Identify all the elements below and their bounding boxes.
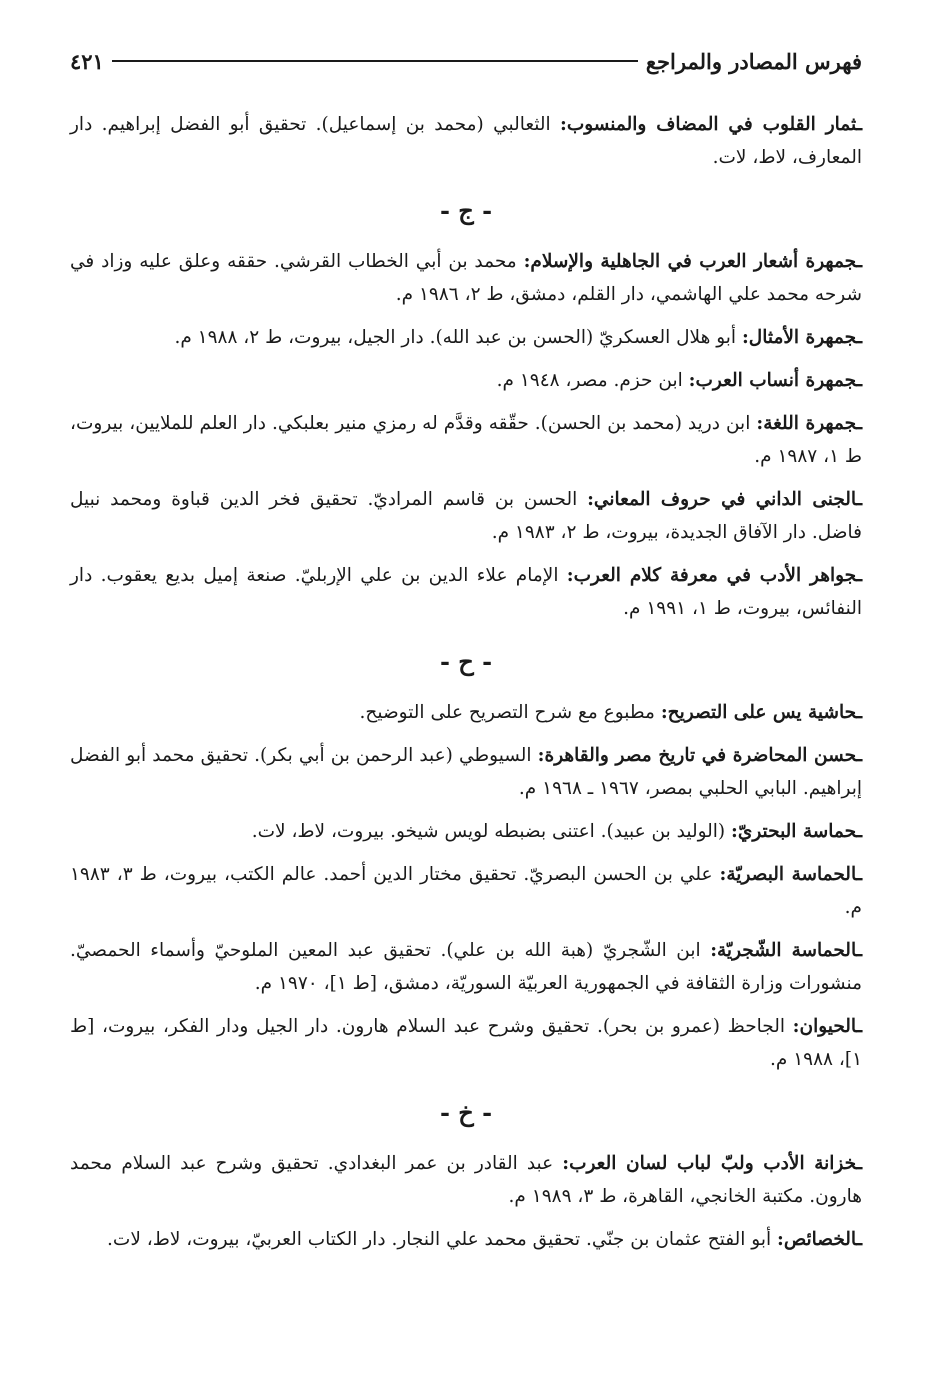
entry-details: ابن حزم. مصر، ١٩٤٨ م. <box>496 370 683 391</box>
entry-bullet-dash: ـ <box>856 1016 862 1037</box>
entry-title: الحماسة البصريّة: <box>719 864 857 885</box>
entry-title: حماسة البحتريّ: <box>731 821 857 842</box>
bibliography-entry <box>70 1223 862 1256</box>
entry-bullet-dash: ـ <box>856 864 863 885</box>
entry-bullet-dash: ـ <box>856 251 862 272</box>
entry-bullet-dash: ـ <box>856 702 862 723</box>
entry-title: حاشية يس على التصريح: <box>660 702 857 723</box>
entry-title: جمهرة اللغة: <box>756 413 857 434</box>
entry-details: الثعالبي (محمد بن إسماعيل). تحقيق أبو الفضل إبراهيم. دار المعارف، لاط، لات. <box>70 114 862 168</box>
entry-bullet-dash: ـ <box>856 1153 862 1174</box>
bibliography-section <box>70 647 862 1076</box>
entry-details: الجاحظ (عمرو بن بحر). تحقيق وشرح عبد السلام هارون. دار الجيل ودار الفكر، بيروت، [ط ١]، ١٩٨٨ م. <box>70 1016 862 1070</box>
entry-details: مطبوع مع شرح التصريح على التوضيح. <box>359 702 655 723</box>
entry-title: ثمار القلوب في المضاف والمنسوب: <box>560 114 857 135</box>
bibliography-content <box>70 108 862 1256</box>
entry-details: السيوطي (عبد الرحمن بن أبي بكر). تحقيق محمد أبو الفضل إبراهيم. البابي الحلبي بمصر، ١٩٦٧ ـ ١٩٦٨ م. <box>70 745 862 799</box>
entry-bullet-dash: ـ <box>856 565 863 586</box>
entry-title: جواهر الأدب في معرفة كلام العرب: <box>566 565 857 586</box>
entry-bullet-dash: ـ <box>856 489 862 510</box>
bibliography-entry <box>70 483 862 549</box>
entry-title: حسن المحاضرة في تاريخ مصر والقاهرة: <box>537 745 857 766</box>
entry-bullet-dash: ـ <box>856 370 862 391</box>
running-title: فهرس المصادر والمراجع <box>645 48 862 74</box>
entry-title: خزانة الأدب ولبّ لباب لسان العرب: <box>562 1153 857 1174</box>
entry-details: أبو هلال العسكريّ (الحسن بن عبد الله). دار الجيل، بيروت، ط ٢، ١٩٨٨ م. <box>174 327 737 348</box>
bibliography-entry <box>70 696 862 729</box>
bibliography-section <box>70 196 862 625</box>
bibliography-entry <box>70 858 862 924</box>
section-letter-heading: - ح - <box>439 647 493 676</box>
header-rule <box>112 60 638 62</box>
entry-bullet-dash: ـ <box>856 1229 862 1250</box>
bibliography-entry <box>70 108 862 174</box>
entry-details: ابن الشّجريّ (هبة الله بن علي). تحقيق عبد المعين الملوحيّ وأسماء الحمصيّ. منشورات وزارة الثقافة في الجمهورية العربيّة السوريّة، دمشق، [ط ١]، ١٩٧٠ م. <box>70 940 862 994</box>
entry-title: الخصائص: <box>777 1229 857 1250</box>
page-number: ٤٢١ <box>70 48 104 74</box>
entry-details: (الوليد بن عبيد). اعتنى بضبطه لويس شيخو. بيروت، لاط، لات. <box>251 821 726 842</box>
entry-bullet-dash: ـ <box>856 327 862 348</box>
section-letter-heading: - ج - <box>439 196 493 225</box>
bibliography-entry <box>70 407 862 473</box>
bibliography-entry <box>70 245 862 311</box>
entry-title: جمهرة الأمثال: <box>741 327 857 348</box>
entry-details: أبو الفتح عثمان بن جنّي. تحقيق محمد علي النجار. دار الكتاب العربيّ، بيروت، لاط، لات. <box>107 1229 772 1250</box>
entry-title: الحماسة الشّجريّة: <box>710 940 857 961</box>
bibliography-entry <box>70 321 862 354</box>
entry-details: الحسن بن قاسم المراديّ. تحقيق فخر الدين قباوة ومحمد نبيل فاضل. دار الآفاق الجديدة، بيروت، ط ٢، ١٩٨٣ م. <box>70 489 862 543</box>
bibliography-section <box>70 1098 862 1256</box>
page-header <box>70 40 862 82</box>
entry-details: ابن دريد (محمد بن الحسن). حقّقه وقدَّم له رمزي منير بعلبكي. دار العلم للملايين، بيروت، ط ١، ١٩٨٧ م. <box>70 413 862 467</box>
bibliography-entry <box>70 1010 862 1076</box>
entry-bullet-dash: ـ <box>856 114 862 135</box>
entry-details: علي بن الحسن البصريّ. تحقيق مختار الدين أحمد. عالم الكتب، بيروت، ط ٣، ١٩٨٣ م. <box>70 864 862 918</box>
entry-bullet-dash: ـ <box>856 745 862 766</box>
bibliography-entry <box>70 815 862 848</box>
entry-bullet-dash: ـ <box>856 413 862 434</box>
entry-title: جمهرة أنساب العرب: <box>688 370 857 391</box>
bibliography-entry <box>70 364 862 397</box>
entry-details: عبد القادر بن عمر البغدادي. تحقيق وشرح عبد السلام محمد هارون. مكتبة الخانجي، القاهرة، ط ٣، ١٩٨٩ م. <box>70 1153 862 1207</box>
book-page <box>70 40 862 1266</box>
entry-bullet-dash: ـ <box>856 940 863 961</box>
bibliography-section <box>70 108 862 174</box>
entry-title: جمهرة أشعار العرب في الجاهلية والإسلام: <box>523 251 857 272</box>
entry-details: الإمام علاء الدين بن علي الإربليّ. صنعة إميل بديع يعقوب. دار النفائس، بيروت، ط ١، ١٩٩١ م. <box>70 565 862 619</box>
entry-title: الحيوان: <box>792 1016 857 1037</box>
section-letter-heading: - خ - <box>439 1098 493 1127</box>
bibliography-entry <box>70 1147 862 1213</box>
bibliography-entry <box>70 739 862 805</box>
entry-bullet-dash: ـ <box>856 821 862 842</box>
bibliography-entry <box>70 559 862 625</box>
entry-details: محمد بن أبي الخطاب القرشي. حققه وعلق عليه وزاد في شرحه محمد علي الهاشمي، دار القلم، دمشق، ط ٢، ١٩٨٦ م. <box>70 251 862 305</box>
entry-title: الجنى الداني في حروف المعاني: <box>587 489 857 510</box>
bibliography-entry <box>70 934 862 1000</box>
